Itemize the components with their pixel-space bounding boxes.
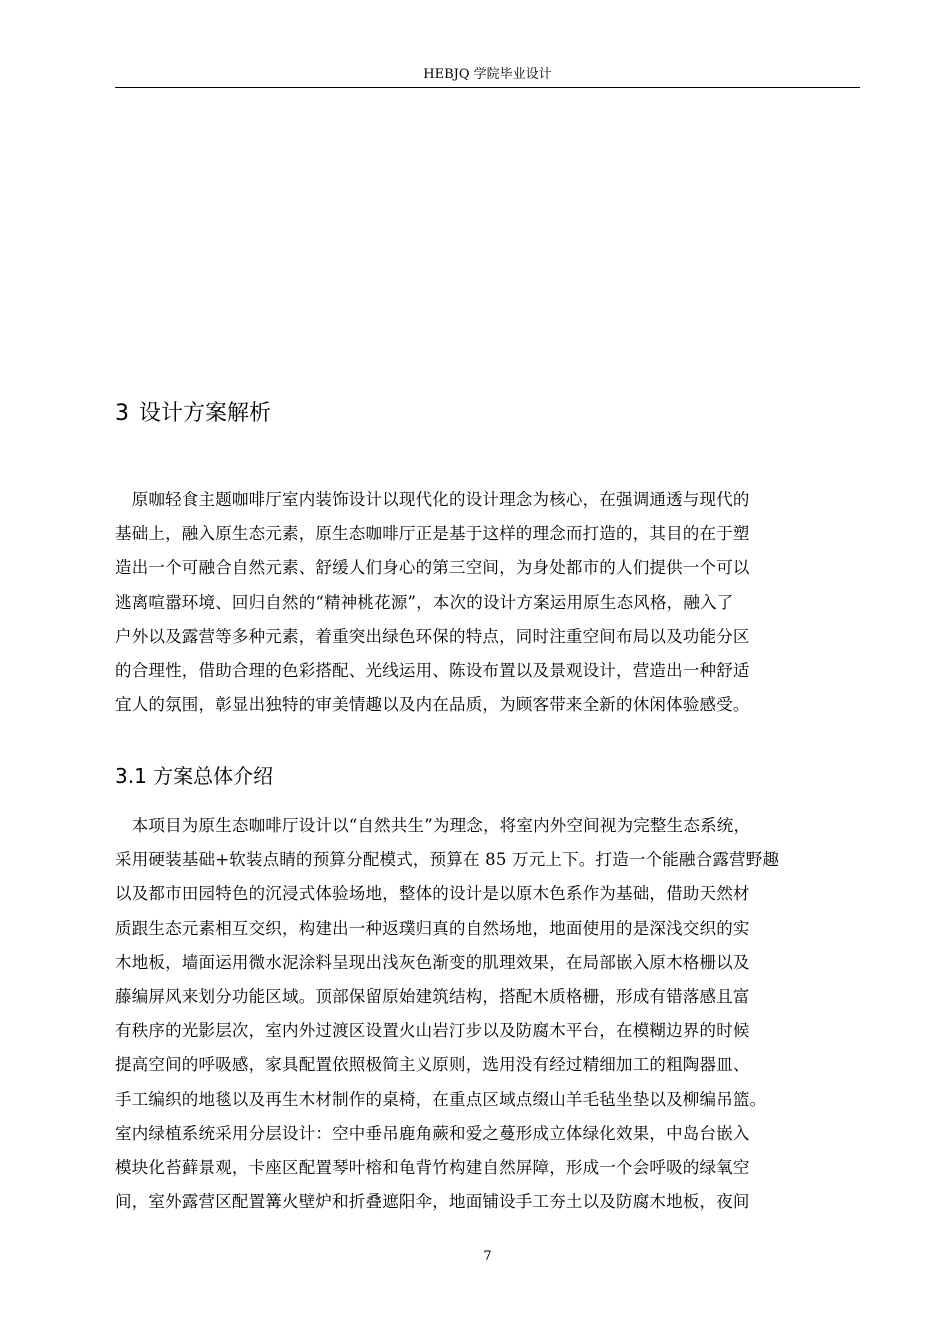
text-line: 逃离喧嚣环境、回归自然的“精神桃花源”，本次的设计方案运用原生态风格，融入了 <box>115 592 734 612</box>
text-line: 提高空间的呼吸感，家具配置依照极简主义原则，选用没有经过精细加工的粗陶器皿、 <box>115 1055 750 1075</box>
section-heading <box>115 398 271 430</box>
section-number: 3 <box>115 401 129 426</box>
text-line: 户外以及露营等多种元素，着重突出绿色环保的特点，同时注重空间布局以及功能分区 <box>115 626 750 646</box>
text-line: 间，室外露营区配置篝火壁炉和折叠遮阳伞，地面铺设手工夯土以及防腐木地板，夜间 <box>115 1192 750 1212</box>
text-line: 原咖轻食主题咖啡厅室内装饰设计以现代化的设计理念为核心，在强调通透与现代的 <box>115 490 750 509</box>
running-header: HEBJQ 学院毕业设计 <box>423 67 552 82</box>
text-line: 木地板，墙面运用微水泥涂料呈现出浅灰色渐变的肌理效果，在局部嵌入原木格栅以及 <box>115 952 750 972</box>
subsection-heading: 3.1 方案总体介绍 <box>115 764 274 788</box>
text-line: 有秩序的光影层次，室内外过渡区设置火山岩汀步以及防腐木平台，在模糊边界的时候 <box>115 1021 750 1041</box>
text-line: 质跟生态元素相互交织，构建出一种返璞归真的自然场地，地面使用的是深浅交织的实 <box>115 918 750 938</box>
page-number: 7 <box>483 1249 492 1264</box>
text-line: 手工编织的地毯以及再生木材制作的桌椅，在重点区域点缀山羊毛毡坐垫以及柳编吊篮。 <box>115 1089 767 1109</box>
text-line: 室内绿植系统采用分层设计：空中垂吊鹿角蕨和爱之蔓形成立体绿化效果，中岛台嵌入 <box>115 1123 750 1143</box>
text-line: 模块化苔藓景观，卡座区配置琴叶榕和龟背竹构建自然屏障，形成一个会呼吸的绿氧空 <box>115 1158 750 1177</box>
header-rule <box>115 87 860 88</box>
text-line: 本项目为原生态咖啡厅设计以“自然共生”为理念，将室内外空间视为完整生态系统， <box>115 816 751 835</box>
text-line: 的合理性，借助合理的色彩搭配、光线运用、陈设布置以及景观设计，营造出一种舒适 <box>115 661 750 680</box>
text-line: 藤编屏风来划分功能区域。顶部保留原始建筑结构，搭配木质格栅，形成有错落感且富 <box>115 987 750 1006</box>
text-line: 以及都市田园特色的沉浸式体验场地，整体的设计是以原木色系作为基础，借助天然材 <box>115 884 750 904</box>
text-line: 采用硬装基础+软装点睛的预算分配模式，预算在 85 万元上下。打造一个能融合露营野趣 <box>115 850 780 870</box>
section-title: 设计方案解析 <box>139 401 272 426</box>
text-line: 宜人的氛围，彰显出独特的审美情趣以及内在品质，为顾客带来全新的休闲体验感受。 <box>115 695 750 715</box>
text-line: 基础上，融入原生态元素，原生态咖啡厅正是基于这样的理念而打造的，其目的在于塑 <box>115 524 750 544</box>
text-line: 造出一个可融合自然元素、舒缓人们身心的第三空间，为身处都市的人们提供一个可以 <box>115 558 750 578</box>
